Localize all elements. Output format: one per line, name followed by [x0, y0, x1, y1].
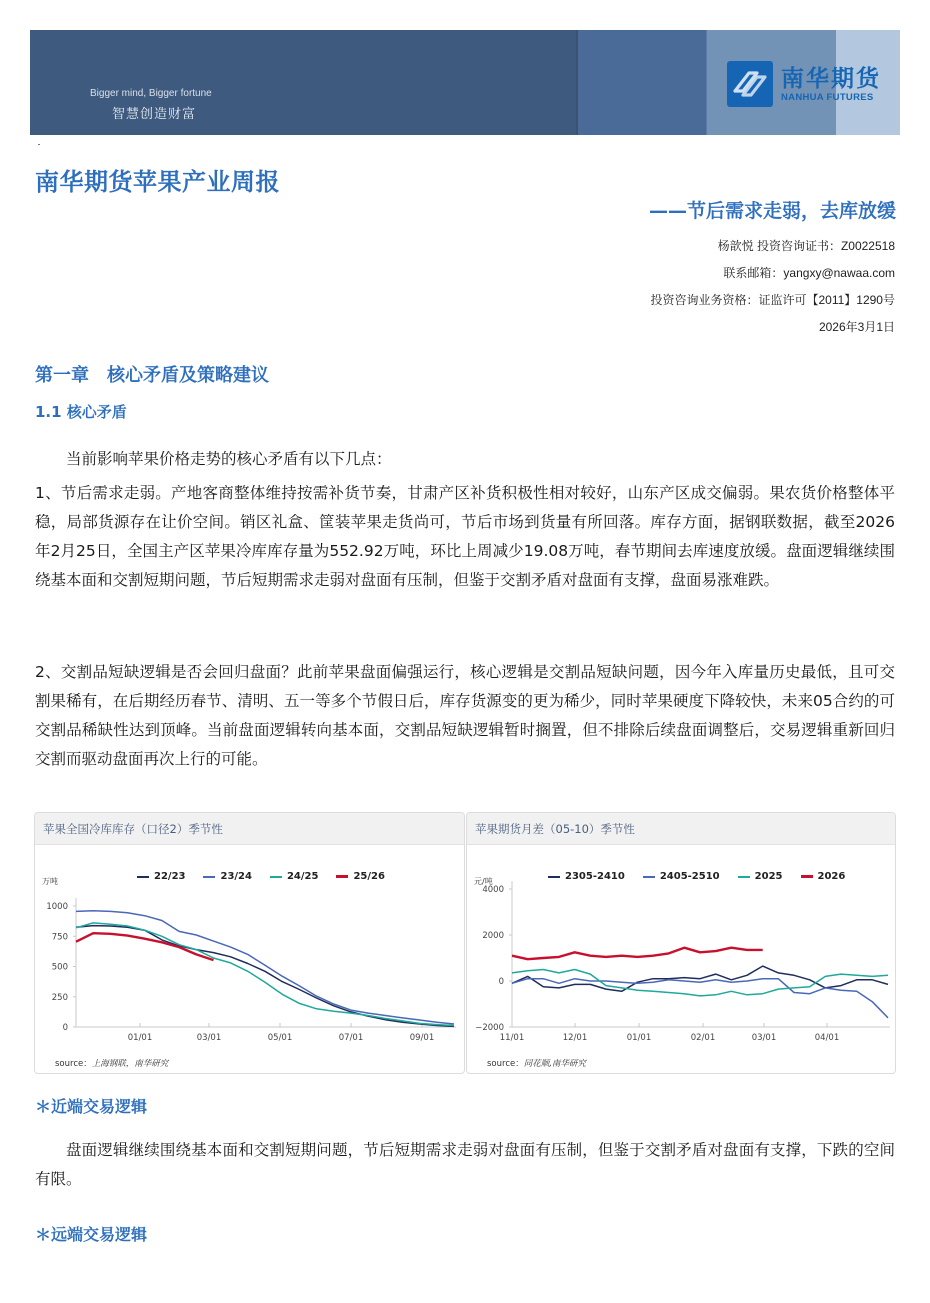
license-line: 投资咨询业务资格：证监许可【2011】1290号 [650, 293, 895, 307]
svg-text:4000: 4000 [482, 885, 504, 895]
decorative-dot [38, 144, 40, 145]
svg-text:0: 0 [62, 1023, 68, 1033]
logo-name-cn: 南华期货 [781, 65, 881, 92]
header-banner [30, 30, 900, 135]
legend-label: 2305-2410 [565, 871, 625, 882]
chart-title: 苹果期货月差（05-10）季节性 [467, 813, 895, 845]
email-line[interactable]: 联系邮箱：yangxy@nawaa.com [723, 266, 895, 280]
svg-text:0: 0 [498, 977, 504, 987]
chart-source [487, 1057, 586, 1069]
near-term-logic-paragraph: 盘面逻辑继续围绕基本面和交割短期问题，节后短期需求走弱对盘面有压制，但鉴于交割矛盾对盘面有支撑，下跌的空间有限。 [35, 1141, 895, 1188]
chart-source [55, 1057, 168, 1069]
svg-text:01/01: 01/01 [127, 1033, 153, 1043]
legend-label: 23/24 [220, 871, 252, 882]
legend-label: 2405-2510 [659, 871, 720, 882]
nanhua-logo-icon [727, 61, 773, 107]
legend-label: 25/26 [353, 871, 385, 882]
legend-label: 22/23 [154, 871, 186, 882]
report-subtitle: ——节后需求走弱，去库放缓 [648, 200, 896, 222]
svg-text:02/01: 02/01 [690, 1033, 716, 1043]
slogan-chinese: 智慧创造财富 [112, 107, 197, 122]
source-text: 同花顺,南华研究 [523, 1059, 586, 1069]
svg-text:03/01: 03/01 [751, 1033, 777, 1043]
svg-text:01/01: 01/01 [626, 1033, 652, 1043]
svg-text:250: 250 [51, 992, 68, 1003]
source-text: 上海钢联，南华研究 [91, 1059, 169, 1069]
y-axis-unit: 万吨 [42, 877, 58, 886]
svg-text:07/01: 07/01 [338, 1033, 364, 1043]
far-term-logic-heading: ＊远端交易逻辑 [35, 1225, 148, 1244]
svg-text:03/01: 03/01 [196, 1033, 222, 1043]
svg-text:2000: 2000 [482, 931, 504, 941]
inventory-seasonal-chart [34, 812, 465, 1074]
banner-band [576, 30, 706, 135]
svg-text:1000: 1000 [46, 902, 68, 912]
svg-text:500: 500 [51, 962, 68, 973]
intro-paragraph: 当前影响苹果价格走势的核心矛盾有以下几点： [66, 450, 392, 468]
legend-label: 2025 [754, 871, 783, 882]
logo-name-en: NANHUA FUTURES [781, 91, 874, 103]
inventory-line-plot [35, 813, 465, 1074]
spread-seasonal-chart [466, 812, 896, 1074]
svg-text:750: 750 [51, 932, 68, 943]
y-axis-unit: 元/吨 [474, 877, 493, 886]
svg-text:11/01: 11/01 [499, 1033, 525, 1043]
svg-text:09/01: 09/01 [409, 1033, 435, 1043]
near-term-logic-heading: ＊近端交易逻辑 [35, 1097, 148, 1116]
point-1-paragraph: 1、节后需求走弱。产地客商整体维持按需补货节奏，甘肃产区补货积极性相对较好，山东产区成交偏弱。果农货价格整体平稳，局部货源存在让价空间。销区礼盒、筐装苹果走货尚可，节后市场到货量有所回落。库存方面，据钢联数据，截至2026年2月25日，全国主产区苹果冷库库存量为552.92万吨，环比上周减少19.08万吨，春节期间去库速度放缓。盘面逻辑继续围绕基本面和交割短期问题，节后短期需求走弱对盘面有压制，但鉴于交割矛盾对盘面有支撑，盘面易涨难跌。 [35, 484, 895, 589]
point-2-paragraph: 2、交割品短缺逻辑是否会回归盘面？此前苹果盘面偏强运行，核心逻辑是交割品短缺问题，因今年入库量历史最低，且可交割果稀有，在后期经历春节、清明、五一等多个节假日后，库存货源变的更为稀少，同时苹果硬度下降较快，未来05合约的可交割品稀缺性达到顶峰。当前盘面逻辑转向基本面，交割品短缺逻辑暂时搁置，但不排除后续盘面调整后，交易逻辑重新回归交割而驱动盘面再次上行的可能。 [35, 663, 895, 768]
svg-text:04/01: 04/01 [814, 1033, 840, 1043]
section-heading: 1.1 核心矛盾 [35, 403, 127, 421]
author-line: 杨歆悦 投资咨询证书：Z0022518 [717, 239, 895, 253]
report-title: 南华期货苹果产业周报 [35, 168, 280, 196]
source-label: source： [487, 1059, 524, 1069]
chapter-heading: 第一章 核心矛盾及策略建议 [35, 365, 269, 386]
slogan-english: Bigger mind, Bigger fortune [90, 88, 212, 99]
company-logo [727, 61, 881, 107]
svg-text:12/01: 12/01 [562, 1033, 588, 1043]
report-date: 2026年3月1日 [818, 320, 895, 334]
svg-text:05/01: 05/01 [267, 1033, 293, 1043]
legend-label: 2026 [817, 871, 846, 882]
legend-label: 24/25 [286, 871, 319, 882]
chart-title: 苹果全国冷库库存（口径2）季节性 [35, 813, 464, 845]
spread-line-plot [467, 813, 896, 1074]
svg-text:−2000: −2000 [475, 1023, 504, 1033]
source-label: source： [55, 1059, 92, 1069]
